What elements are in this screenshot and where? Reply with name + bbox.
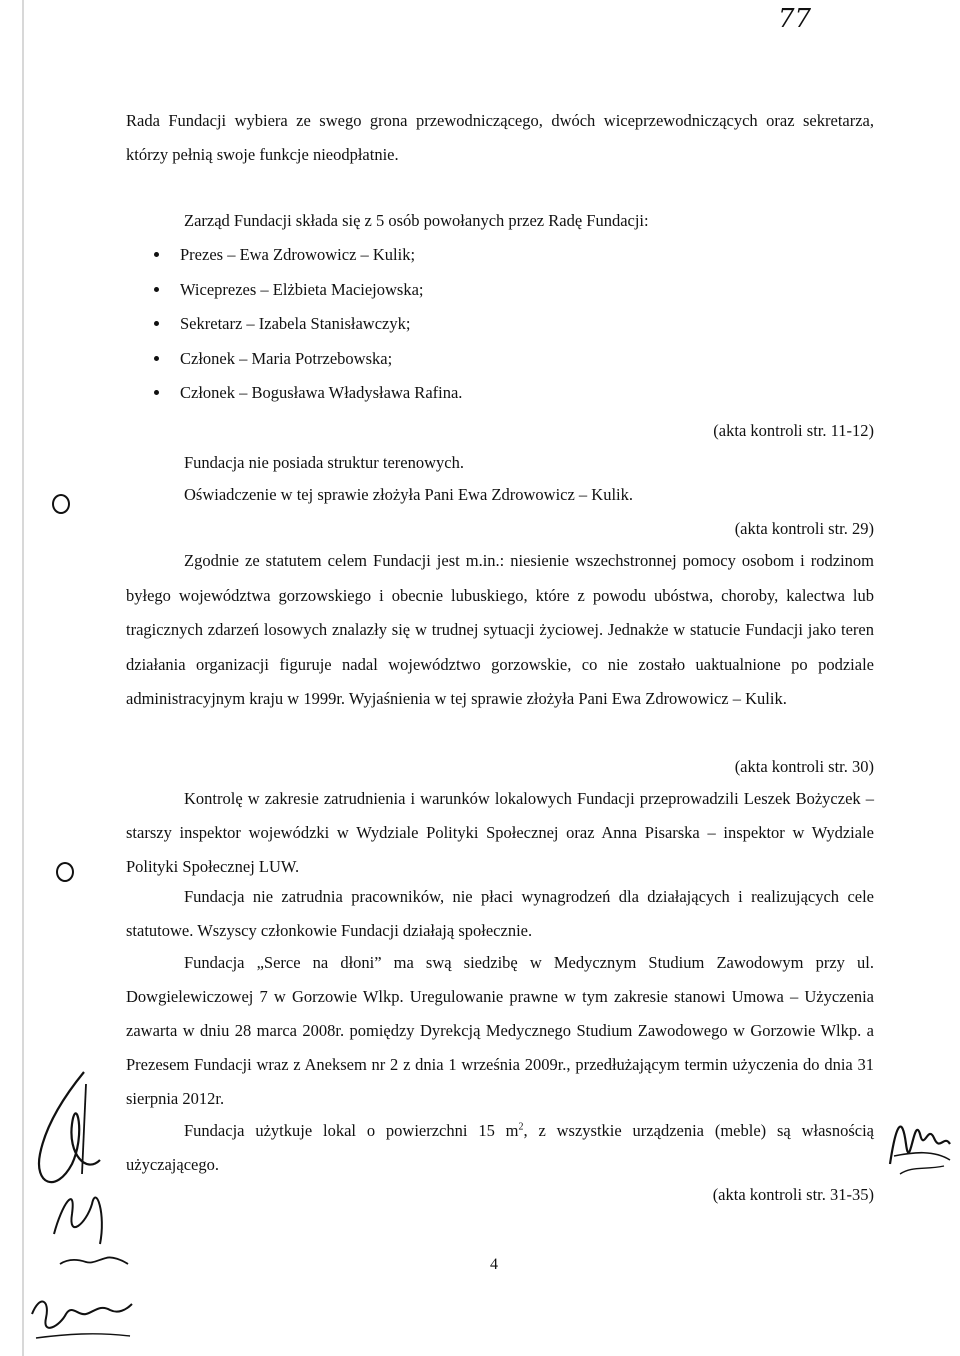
employment-paragraph: Fundacja nie zatrudnia pracowników, nie płaci wynagrodzeń dla działających i realizujących cele statutowe. Wszyscy członkowie Fundacji działają społecznie.: [126, 887, 874, 940]
margin-line: [22, 0, 24, 1356]
punch-hole: [56, 862, 74, 882]
bullet-icon: [154, 287, 159, 292]
council-paragraph: Rada Fundacji wybiera ze swego grona przewodniczącego, dwóch wiceprzewodniczących oraz sekretarza, którzy pełnią swoje funkcje nieodpłatnie.: [126, 111, 874, 164]
signature-right: [884, 1104, 954, 1184]
area-paragraph: Fundacja użytkuje lokal o powierzchni 15 $m^2$, z wszystkie urządzenia (meble) są własnością użyczającego.: [126, 1121, 874, 1174]
branches-statement: Oświadczenie w tej sprawie złożyła Pani Ewa Zdrowowicz – Kulik.: [184, 485, 634, 504]
punch-hole: [52, 494, 70, 514]
branches-text: Fundacja nie posiada struktur terenowych.: [184, 453, 464, 472]
board-members-list: [154, 238, 462, 411]
premises-paragraph: Fundacja „Serce na dłoni” ma swą siedzibę w Medycznym Studium Zawodowym przy ul. Dowgielewiczowej 7 w Gorzowie Wlkp. Uregulowanie prawne w tym zakresie stanowi Umowa – Użyczenia zawarta w dniu 28 marca 2008r. pomiędzy Dyrekcją Medycznego Studium Zawodowego w Gorzowie Wlkp. a Prezesem Fundacji wraz z Aneksem nr 2 z dnia 1 września 2009r., przedłużającym termin użyczenia do dnia 31 sierpnia 2012r.: [126, 953, 874, 1108]
page-corner-mark: 77: [778, 4, 812, 34]
branches-reference: (akta kontroli str. 29): [734, 519, 874, 538]
board-member: Wiceprezes – Elżbieta Maciejowska;: [154, 273, 462, 308]
bullet-icon: [154, 390, 159, 395]
board-reference: (akta kontroli str. 11-12): [713, 421, 874, 440]
board-member: Członek – Maria Potrzebowska;: [154, 342, 462, 377]
statute-reference: (akta kontroli str. 30): [734, 757, 874, 776]
board-member: Prezes – Ewa Zdrowowicz – Kulik;: [154, 238, 462, 273]
area-reference: (akta kontroli str. 31-35): [712, 1185, 874, 1204]
board-intro: Zarząd Fundacji składa się z 5 osób powołanych przez Radę Fundacji:: [184, 211, 649, 230]
bullet-icon: [154, 356, 159, 361]
bullet-icon: [154, 321, 159, 326]
bullet-icon: [154, 252, 159, 257]
page-number: 4: [490, 1256, 498, 1273]
signatures-left: [26, 1064, 136, 1354]
board-member: Sekretarz – Izabela Stanisławczyk;: [154, 307, 462, 342]
statute-paragraph: Zgodnie ze statutem celem Fundacji jest m.in.: niesienie wszechstronnej pomocy osobom i rodzinom byłego województwa gorzowskiego i obecnie lubuskiego, które z powodu ubóstwa, choroby, kalectwa lub tragicznych zdarzeń losowych znalazły się w trudnej sytuacji życiowej. Jednakże w statucie Fundacji jako teren działania organizacji figuruje nadal województwo gorzowskie, co nie zostało uaktualnione po podziale administracyjnym kraju w 1999r. Wyjaśnienia w tej sprawie złożyła Pani Ewa Zdrowowicz – Kulik.: [126, 551, 874, 708]
control-paragraph: Kontrolę w zakresie zatrudnienia i warunków lokalowych Fundacji przeprowadzili Leszek Bożyczek – starszy inspektor wojewódzki w Wydziale Polityki Społecznej oraz Anna Pisarska – inspektor w Wydziale Polityki Społecznej LUW.: [126, 789, 874, 876]
board-member: Członek – Bogusława Władysława Rafina.: [154, 376, 462, 411]
